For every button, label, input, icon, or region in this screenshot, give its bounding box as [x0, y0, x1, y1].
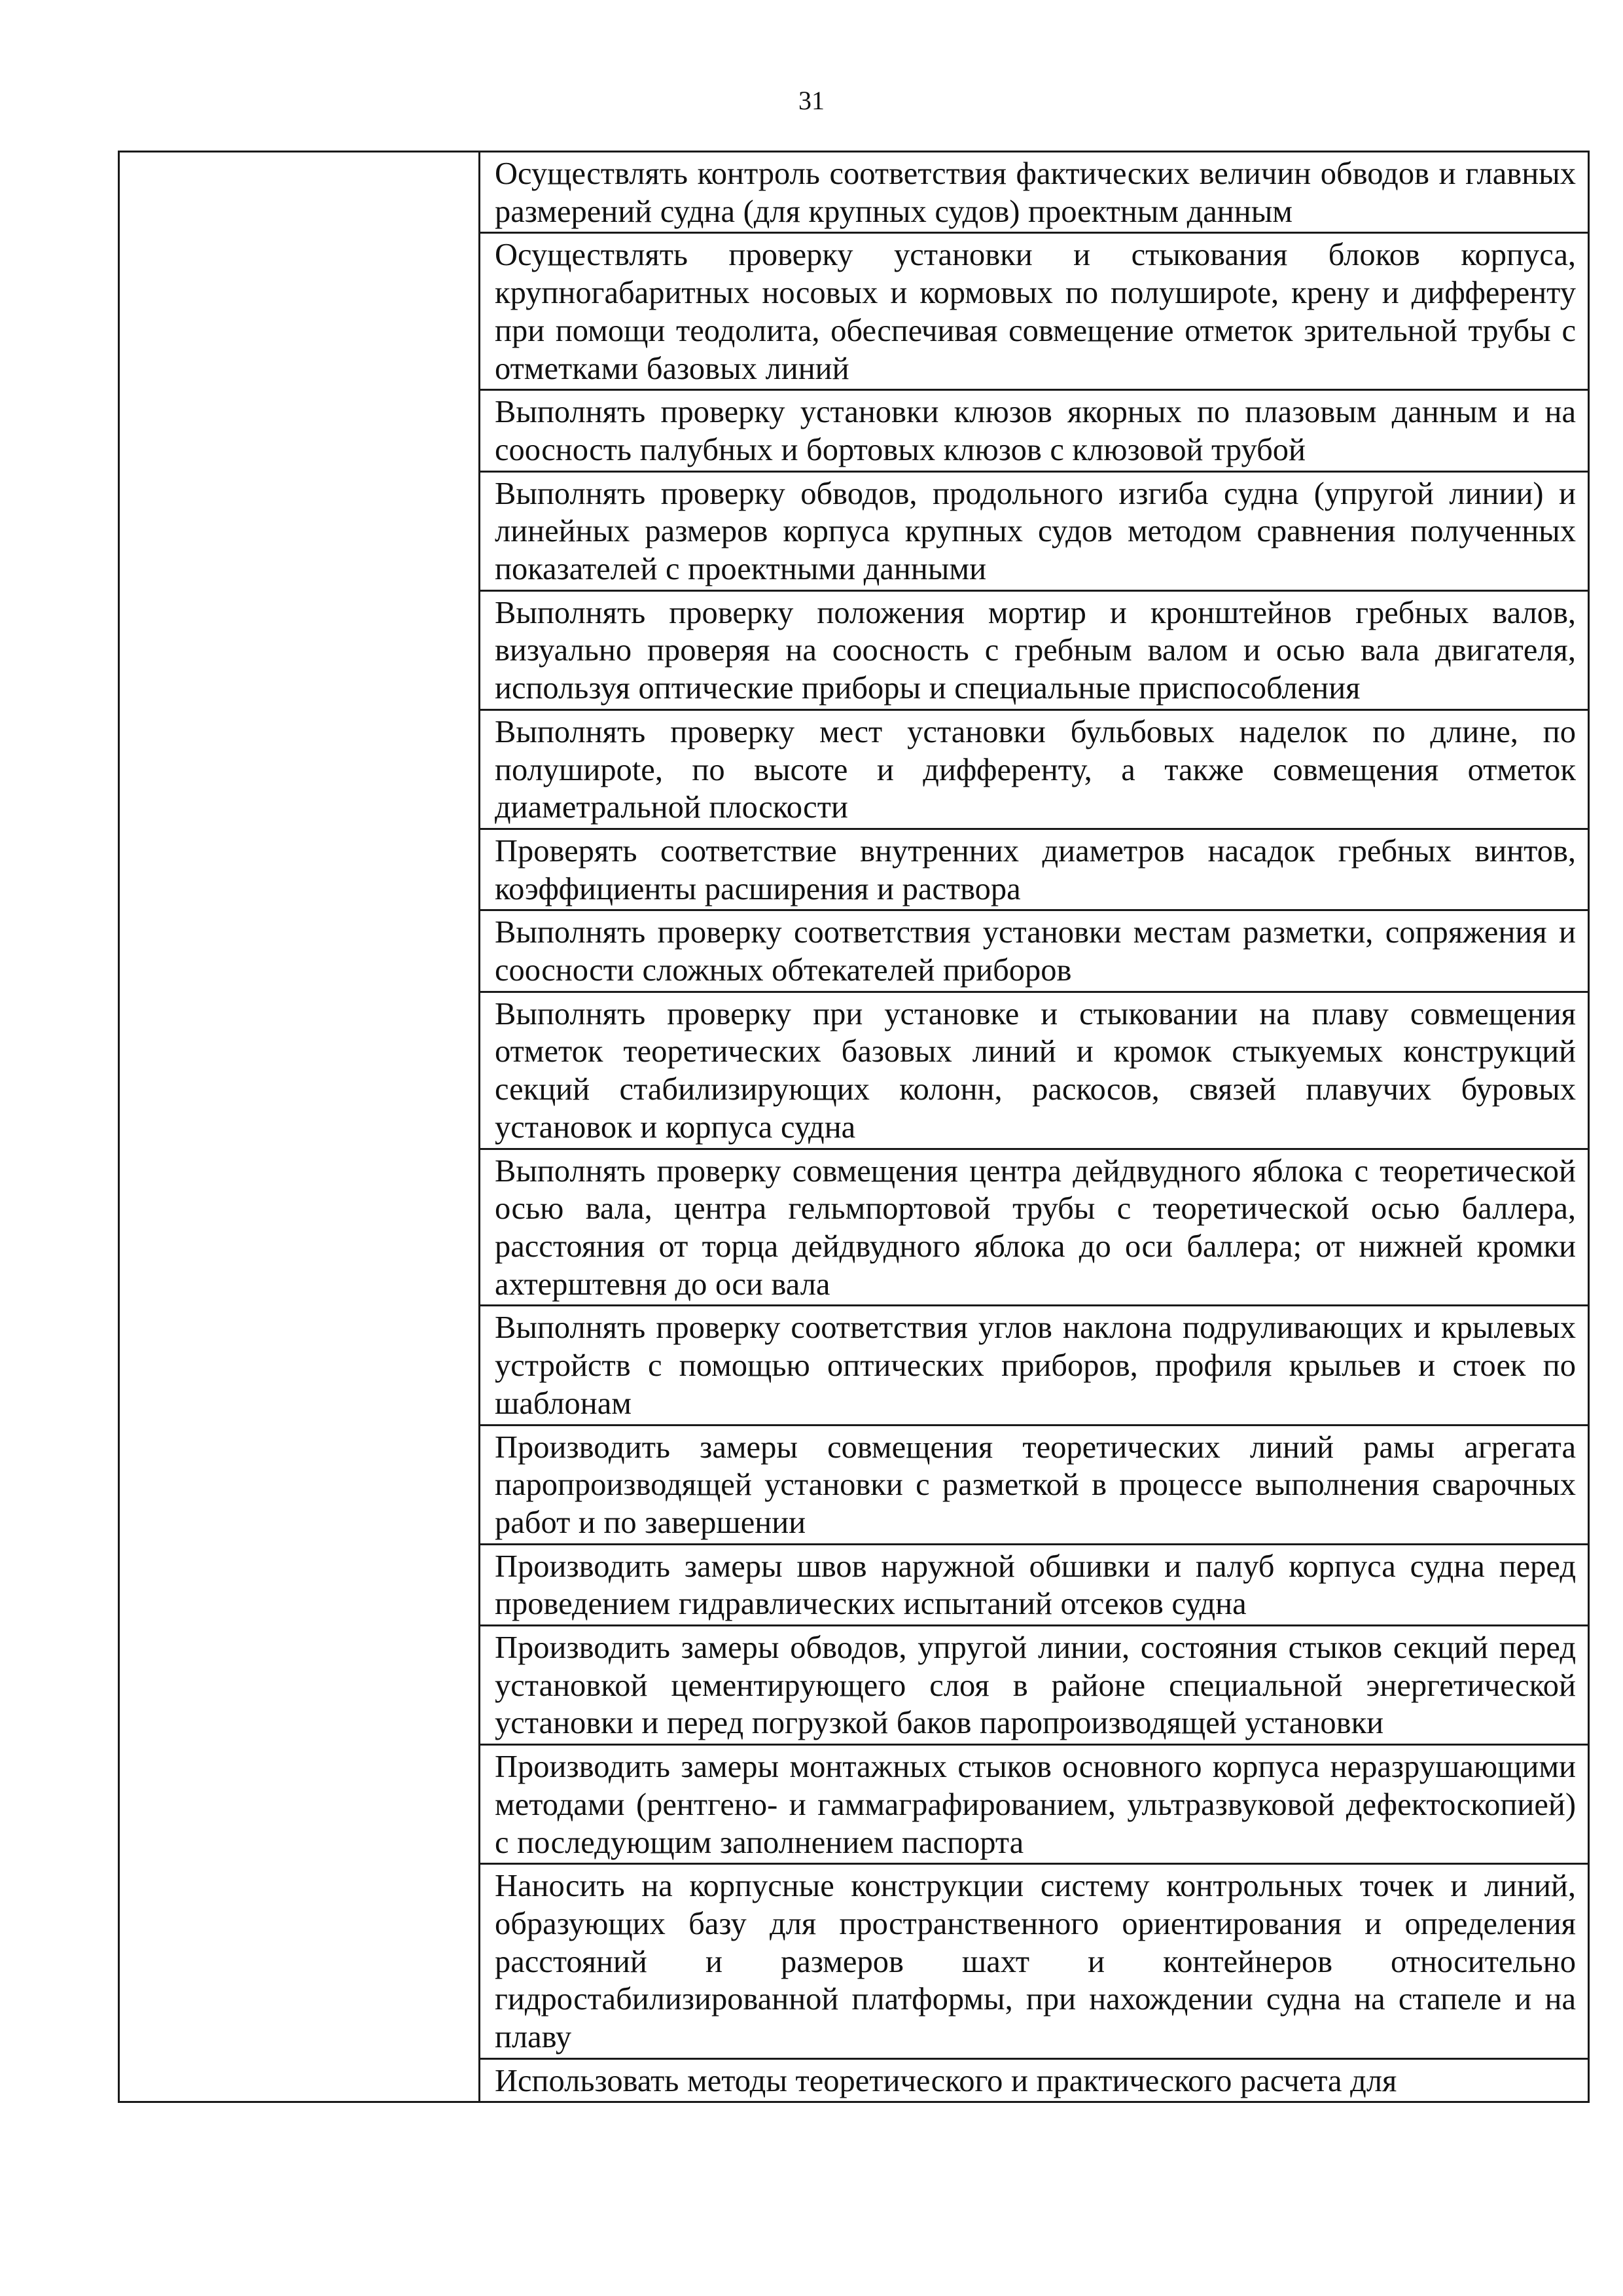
cell-text: Наносить на корпусные конструкции систему контрольных точек и линий, образующих базу для пространственного ориентирования и определения расстояний и размеров шахт и контейнеров относительно гидростабилизированной платформы, при нахождении судна на стапеле и на плаву	[495, 1869, 1576, 2055]
cell-text: Выполнять проверку положения мортир и кронштейнов гребных валов, визуально проверяя на соосность с гребным валом и осью вала двигателя, используя оптические приборы и специальные приспособления	[495, 595, 1576, 706]
table-cell	[480, 1149, 1589, 1306]
table-cell	[480, 233, 1589, 390]
table-cell	[480, 709, 1589, 829]
table-cell	[480, 1544, 1589, 1625]
cell-text: Производить замеры швов наружной обшивки и палуб корпуса судна перед проведением гидравлических испытаний отсеков судна	[495, 1549, 1576, 1622]
table-cell	[480, 1306, 1589, 1425]
table-cell	[480, 390, 1589, 471]
table-cell	[480, 1425, 1589, 1544]
table-cell	[480, 590, 1589, 709]
table-cell	[480, 471, 1589, 590]
cell-text: Проверять соответствие внутренних диаметров насадок гребных винтов, коэффициенты расширения и раствора	[495, 833, 1576, 906]
requirements-table	[118, 151, 1590, 2103]
cell-text: Выполнять проверку установки клюзов якорных по плазовым данным и на соосность палубных и бортовых клюзов с клюзовой трубой	[495, 395, 1576, 467]
table-cell	[480, 910, 1589, 992]
cell-text: Выполнять проверку соответствия установки местам разметки, сопряжения и соосности сложных обтекателей приборов	[495, 915, 1576, 988]
cell-text: Выполнять проверку соответствия углов наклона подруливающих и крылевых устройств с помощью оптических приборов, профиля крыльев и стоек по шаблонам	[495, 1310, 1576, 1421]
cell-text: Использовать методы теоретического и практического расчета для	[495, 2063, 1397, 2098]
table-row	[119, 152, 1589, 233]
cell-text: Выполнять проверку при установке и стыковании на плаву совмещения отметок теоретических базовых линий и кромок стыкуемых конструкций секций стабилизирующих колонн, раскосов, связей плавучих буровых установок и корпуса судна	[495, 996, 1576, 1145]
table-cell	[480, 992, 1589, 1149]
table-cell	[480, 152, 1589, 233]
cell-text: Осуществлять проверку установки и стыкования блоков корпуса, крупногабаритных носовых и кормовых по полуширote, крену и дифференту при помощи теодолита, обеспечивая совмещение отметок зрительной трубы с отметками базовых линий	[495, 238, 1576, 386]
cell-text: Производить замеры совмещения теоретических линий рамы агрегата паропроизводящей установки с разметкой в процессе выполнения сварочных работ и по завершении	[495, 1429, 1576, 1540]
left-empty-cell	[119, 152, 480, 2102]
cell-text: Выполнять проверку совмещения центра дейдвудного яблока с теоретической осью вала, центра гельмпортовой трубы с теоретической осью баллера, расстояния от торца дейдвудного яблока до оси баллера; от нижней кромки ахтерштевня до оси вала	[495, 1153, 1576, 1302]
page-number: 31	[798, 86, 825, 115]
cell-text: Выполнять проверку обводов, продольного изгиба судна (упругой линии) и линейных размеров корпуса крупных судов методом сравнения полученных показателей с проектными данными	[495, 476, 1576, 587]
table-cell	[480, 1745, 1589, 1864]
table-cell	[480, 1864, 1589, 2059]
table-cell	[480, 1626, 1589, 1745]
cell-text: Производить замеры монтажных стыков основного корпуса неразрушающими методами (рентгено- и гаммаграфированием, ультразвуковой дефектоскопией) с последующим заполнением паспорта	[495, 1749, 1576, 1860]
table-cell	[480, 2058, 1589, 2102]
table-body	[119, 152, 1589, 2102]
cell-text: Выполнять проверку мест установки бульбовых наделок по длине, по полуширote, по высоте и дифференту, а также совмещения отметок диаметральной плоскости	[495, 714, 1576, 825]
table-cell	[480, 829, 1589, 910]
cell-text: Производить замеры обводов, упругой линии, состояния стыков секций перед установкой цементирующего слоя в районе специальной энергетической установки и перед погрузкой баков паропроизводящей установки	[495, 1630, 1576, 1741]
cell-text: Осуществлять контроль соответствия фактических величин обводов и главных размерений судна (для крупных судов) проектным данным	[495, 156, 1576, 229]
